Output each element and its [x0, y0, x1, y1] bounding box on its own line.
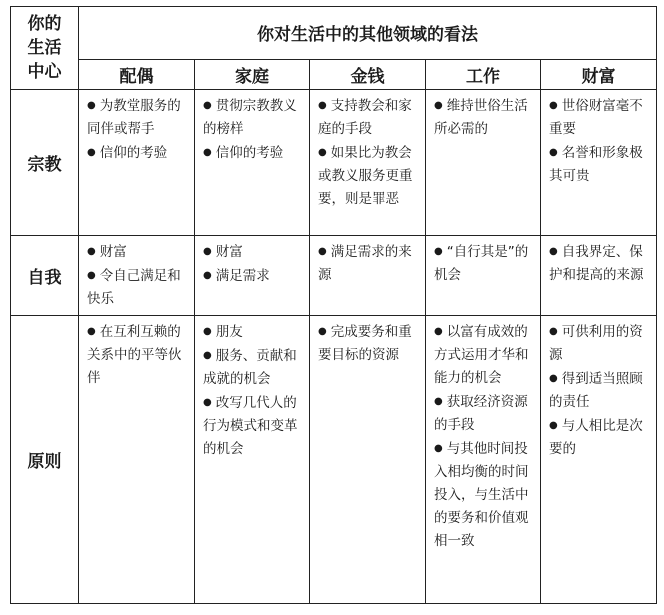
cell-item [203, 94, 303, 141]
bullet-icon: ● [203, 326, 212, 337]
cell-item [549, 367, 650, 414]
bullet-icon: ● [203, 147, 212, 158]
cell-item [318, 320, 419, 367]
bullet-icon: ● [549, 246, 558, 257]
cell-item-text: 满足需求的来源 [318, 244, 412, 283]
bullet-icon: ● [203, 246, 212, 257]
cell-item-text: 信仰的考验 [99, 145, 168, 161]
bullet-icon: ● [434, 100, 443, 111]
comparison-table [10, 6, 657, 604]
cell-religion-wealth [541, 90, 657, 236]
cell-item-text: 名誉和形象极其可贵 [549, 145, 643, 184]
cell-item [203, 320, 303, 344]
table-title: 你对生活中的其他领域的看法 [79, 7, 657, 60]
cell-item [549, 240, 650, 287]
bullet-icon: ● [549, 326, 558, 337]
cell-item [549, 414, 650, 461]
cell-religion-family [195, 90, 310, 236]
column-header-spouse: 配偶 [79, 59, 195, 89]
row-header-principles: 原则 [11, 316, 79, 604]
cell-religion-work [426, 90, 541, 236]
cell-item [434, 94, 534, 141]
cell-item [203, 264, 303, 288]
column-header-wealth: 财富 [541, 59, 657, 89]
bullet-icon: ● [318, 326, 327, 337]
bullet-icon: ● [87, 246, 96, 257]
cell-item-text: 满足需求 [215, 268, 270, 284]
cell-self-wealth [541, 236, 657, 316]
bullet-icon: ● [318, 147, 327, 158]
cell-self-work [426, 236, 541, 316]
cell-item-text: 朋友 [215, 324, 243, 340]
cell-item [87, 240, 188, 264]
cell-principles-work [426, 316, 541, 604]
cell-principles-money [310, 316, 426, 604]
bullet-icon: ● [434, 246, 443, 257]
cell-item-text: 自我界定、保护和提高的来源 [549, 244, 644, 283]
cell-item-text: 获取经济资源的手段 [434, 394, 528, 433]
cell-item [318, 141, 419, 211]
cell-item [318, 240, 419, 287]
cell-item [549, 141, 650, 188]
cell-item-text: 信仰的考验 [215, 145, 284, 161]
cell-item-text: 财富 [215, 244, 243, 260]
cell-item [203, 240, 303, 264]
column-header-work: 工作 [426, 59, 541, 89]
column-header-family: 家庭 [195, 59, 310, 89]
bullet-icon: ● [318, 100, 327, 111]
bullet-icon: ● [203, 350, 212, 361]
cell-item-text: 与人相比是次要的 [549, 418, 643, 457]
corner-line-1: 你的 [27, 14, 62, 34]
cell-item-text: 完成要务和重要目标的资源 [318, 324, 412, 363]
cell-item-text: 支持教会和家庭的手段 [318, 98, 412, 137]
cell-self-spouse [79, 236, 195, 316]
cell-item [434, 240, 534, 287]
cell-item [203, 141, 303, 165]
bullet-icon: ● [203, 100, 212, 111]
bullet-icon: ● [549, 373, 558, 384]
cell-self-money [310, 236, 426, 316]
cell-item [549, 320, 650, 367]
cell-item [434, 437, 534, 553]
cell-item [549, 94, 650, 141]
cell-religion-money [310, 90, 426, 236]
cell-principles-family [195, 316, 310, 604]
table-row-religion [11, 90, 657, 236]
cell-item [434, 390, 534, 437]
cell-item [434, 320, 534, 390]
cell-principles-spouse [79, 316, 195, 604]
cell-item [87, 264, 188, 311]
corner-line-3: 中心 [27, 62, 62, 82]
column-header-money: 金钱 [310, 59, 426, 89]
bullet-icon: ● [203, 270, 212, 281]
cell-item-text: 财富 [99, 244, 127, 260]
bullet-icon: ● [549, 100, 558, 111]
cell-religion-spouse [79, 90, 195, 236]
bullet-icon: ● [549, 147, 558, 158]
table-row-self [11, 236, 657, 316]
cell-item-text: 维持世俗生活所必需的 [434, 98, 528, 137]
cell-item-text: 在互利互赖的关系中的平等伙伴 [87, 324, 182, 386]
cell-principles-wealth [541, 316, 657, 604]
bullet-icon: ● [203, 397, 212, 408]
cell-item-text: 与其他时间投入相均衡的时间投入，与生活中的要务和价值观相一致 [434, 441, 529, 549]
cell-item [87, 320, 188, 390]
bullet-icon: ● [434, 443, 443, 454]
cell-item-text: 服务、贡献和成就的机会 [203, 348, 297, 387]
cell-item-text: 以富有成效的方式运用才华和能力的机会 [434, 324, 529, 386]
bullet-icon: ● [87, 326, 96, 337]
bullet-icon: ● [87, 147, 96, 158]
bullet-icon: ● [434, 396, 443, 407]
cell-item-text: 可供利用的资源 [549, 324, 643, 363]
bullet-icon: ● [87, 100, 96, 111]
cell-item [87, 141, 188, 165]
cell-item-text: 世俗财富毫不重要 [549, 98, 643, 137]
cell-item-text: 贯彻宗教教义的榜样 [203, 98, 297, 137]
corner-line-2: 生活 [27, 38, 62, 58]
table-row-principles [11, 316, 657, 604]
cell-item-text: 令自己满足和快乐 [87, 268, 181, 307]
corner-header [11, 7, 79, 90]
bullet-icon: ● [549, 420, 558, 431]
cell-item [203, 391, 303, 461]
cell-item-text: 改写几代人的行为模式和变革的机会 [203, 395, 298, 457]
row-header-religion: 宗教 [11, 90, 79, 236]
cell-item-text: 得到适当照顾的责任 [549, 371, 643, 410]
cell-item-text: 为教堂服务的同伴或帮手 [87, 98, 181, 137]
bullet-icon: ● [434, 326, 443, 337]
cell-item [87, 94, 188, 141]
cell-self-family [195, 236, 310, 316]
bullet-icon: ● [87, 270, 96, 281]
bullet-icon: ● [318, 246, 327, 257]
cell-item [203, 344, 303, 391]
cell-item [318, 94, 419, 141]
row-header-self: 自我 [11, 236, 79, 316]
cell-item-text: “自行其是”的机会 [434, 244, 529, 283]
cell-item-text: 如果比为教会或教义服务更重要，则是罪恶 [318, 145, 413, 207]
